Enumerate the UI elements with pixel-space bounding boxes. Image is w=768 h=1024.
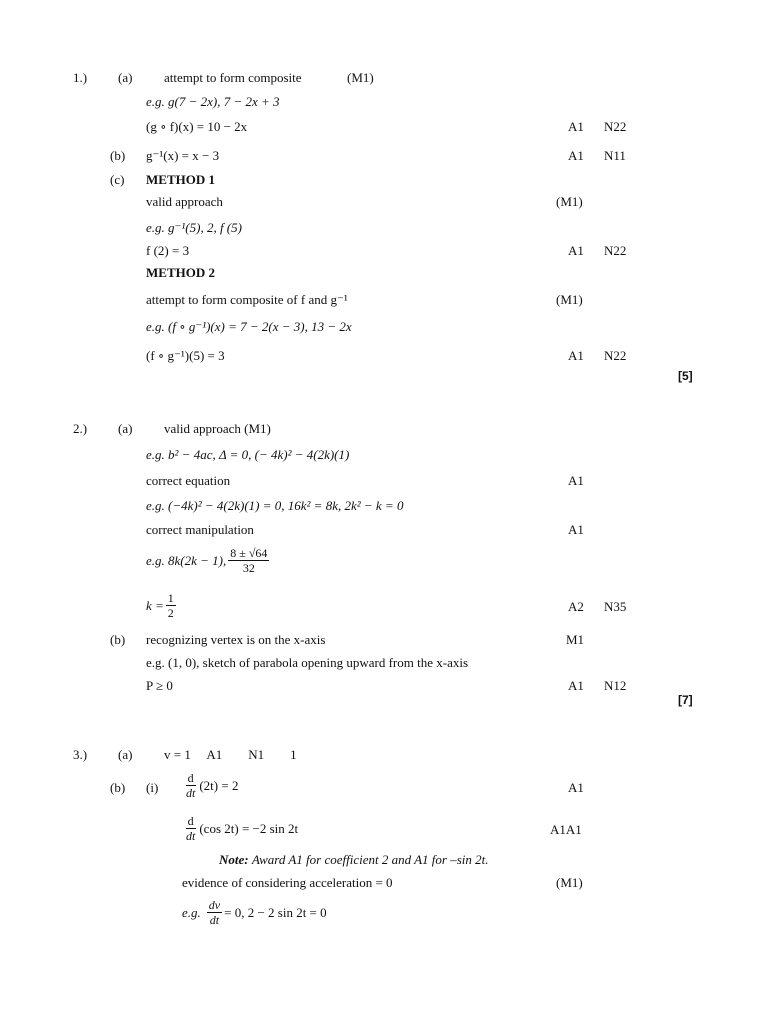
q3-part-b-i-label: (i) [146,780,159,795]
q2-example-3-prefix: e.g. 8k(2k − 1), [146,552,227,568]
q3-line-1-mark: A1 [568,780,584,795]
q2-a-text: valid approach (M1) [164,421,271,436]
q2-line-3: correct manipulation [146,522,254,537]
q1-m2-result-note: N22 [604,348,627,363]
q2-b-mark: M1 [566,632,585,647]
q1-m2-line-1: attempt to form composite of f and g⁻¹ [146,292,348,307]
q1-method-2-heading: METHOD 2 [146,265,215,280]
q3-example-derivative [207,898,222,927]
q3-line-1-expression: (2t) = 2 [199,777,239,793]
q3-line-1-dt: dt [186,786,196,800]
q3-note-text: Award A1 for coefficient 2 and A1 for –sin 2t. [251,852,489,867]
q2-example-3-fraction [228,546,269,575]
q3-line-2 [182,814,298,843]
q2-example-2: e.g. (−4k)² − 4(2k)(1) = 0, 16k² = 8k, 2k² − k = 0 [146,498,404,513]
q2-line-2-mark: A1 [568,473,584,488]
q1-a-text: attempt to form composite [164,70,302,85]
q2-total-marks: [7] [678,693,693,707]
q1-m1-line-1-mark: (M1) [556,194,583,209]
q1-m1-result: f (2) = 3 [146,243,190,258]
q1-m2-result-mark: A1 [568,348,584,363]
q3-note-label: Note: [219,852,249,867]
q2-line-3-mark: A1 [568,522,584,537]
q3-note [219,852,489,868]
q3-example-dv: dv [208,898,221,912]
q1-example-1: e.g. g(7 − 2x), 7 − 2x + 3 [146,94,280,109]
q2-number: 2.) [73,421,88,436]
q2-example-3-denominator: 32 [242,561,255,575]
q3-line-1-d: d [187,771,194,785]
q1-a-mark: (M1) [347,70,374,85]
q1-result-1-mark: A1 [568,119,584,134]
q1-m2-example: e.g. (f ∘ g⁻¹)(x) = 7 − 2(x − 3), 13 − 2x [146,319,352,334]
q1-part-b-label: (b) [110,148,126,163]
q2-line-2: correct equation [146,473,231,488]
q2-b-result: P ≥ 0 [146,678,173,693]
q1-method-1-heading: METHOD 1 [146,172,215,187]
q3-line-3-mark: (M1) [556,875,583,890]
q3-example [182,898,327,927]
q2-b-text: recognizing vertex is on the x-axis [146,632,326,647]
q2-k-result [146,591,178,620]
q2-k-prefix: k = [146,597,164,613]
q2-k-denominator: 2 [167,606,174,620]
q3-example-dt: dt [209,913,220,927]
q2-k-numerator: 1 [167,591,174,605]
q1-b-note: N11 [604,148,626,163]
q2-part-a-label: (a) [118,421,133,436]
q2-part-b-label: (b) [110,632,126,647]
q2-example-3 [146,546,271,575]
q1-m1-result-note: N22 [604,243,627,258]
q1-result-1-note: N22 [604,119,627,134]
q2-k-note: N35 [604,599,627,614]
q3-line-3: evidence of considering acceleration = 0 [182,875,393,890]
q3-line-2-expression: (cos 2t) = −2 sin 2t [199,820,299,836]
q1-m1-line-1: valid approach [146,194,223,209]
q3-example-prefix: e.g. [182,904,201,920]
q3-line-2-derivative [184,814,197,843]
q1-m2-line-1-mark: (M1) [556,292,583,307]
q2-b-result-mark: A1 [568,678,584,693]
q3-line-2-d: d [187,814,194,828]
q1-number: 1.) [73,70,88,85]
q2-example-1: e.g. b² − 4ac, Δ = 0, (− 4k)² − 4(2k)(1) [146,447,350,462]
q1-b-mark: A1 [568,148,584,163]
q3-example-expression: = 0, 2 − 2 sin 2t = 0 [224,904,327,920]
q1-result-1: (g ∘ f)(x) = 10 − 2x [146,119,248,134]
q3-line-2-mark: A1A1 [550,822,582,837]
q3-part-b-label: (b) [110,780,126,795]
q3-line-1 [182,771,238,800]
q3-line-1-derivative [184,771,197,800]
q2-b-result-note: N12 [604,678,627,693]
q2-k-fraction [166,591,176,620]
q2-b-example: e.g. (1, 0), sketch of parabola opening upward from the x-axis [146,655,469,670]
q1-total-marks: [5] [678,369,693,383]
q1-part-c-label: (c) [110,172,125,187]
q1-part-a-label: (a) [118,70,133,85]
q3-line-2-dt: dt [186,829,196,843]
q2-k-mark: A2 [568,599,584,614]
q3-a-text: v = 1 A1 N1 1 [164,747,297,762]
q1-m2-result: (f ∘ g⁻¹)(5) = 3 [146,348,225,363]
q1-m1-example: e.g. g⁻¹(5), 2, f (5) [146,220,242,235]
q1-m1-result-mark: A1 [568,243,584,258]
q3-number: 3.) [73,747,88,762]
q2-example-3-numerator: 8 ± √64 [230,546,268,560]
q1-b-text: g⁻¹(x) = x − 3 [146,148,220,163]
q3-part-a-label: (a) [118,747,133,762]
